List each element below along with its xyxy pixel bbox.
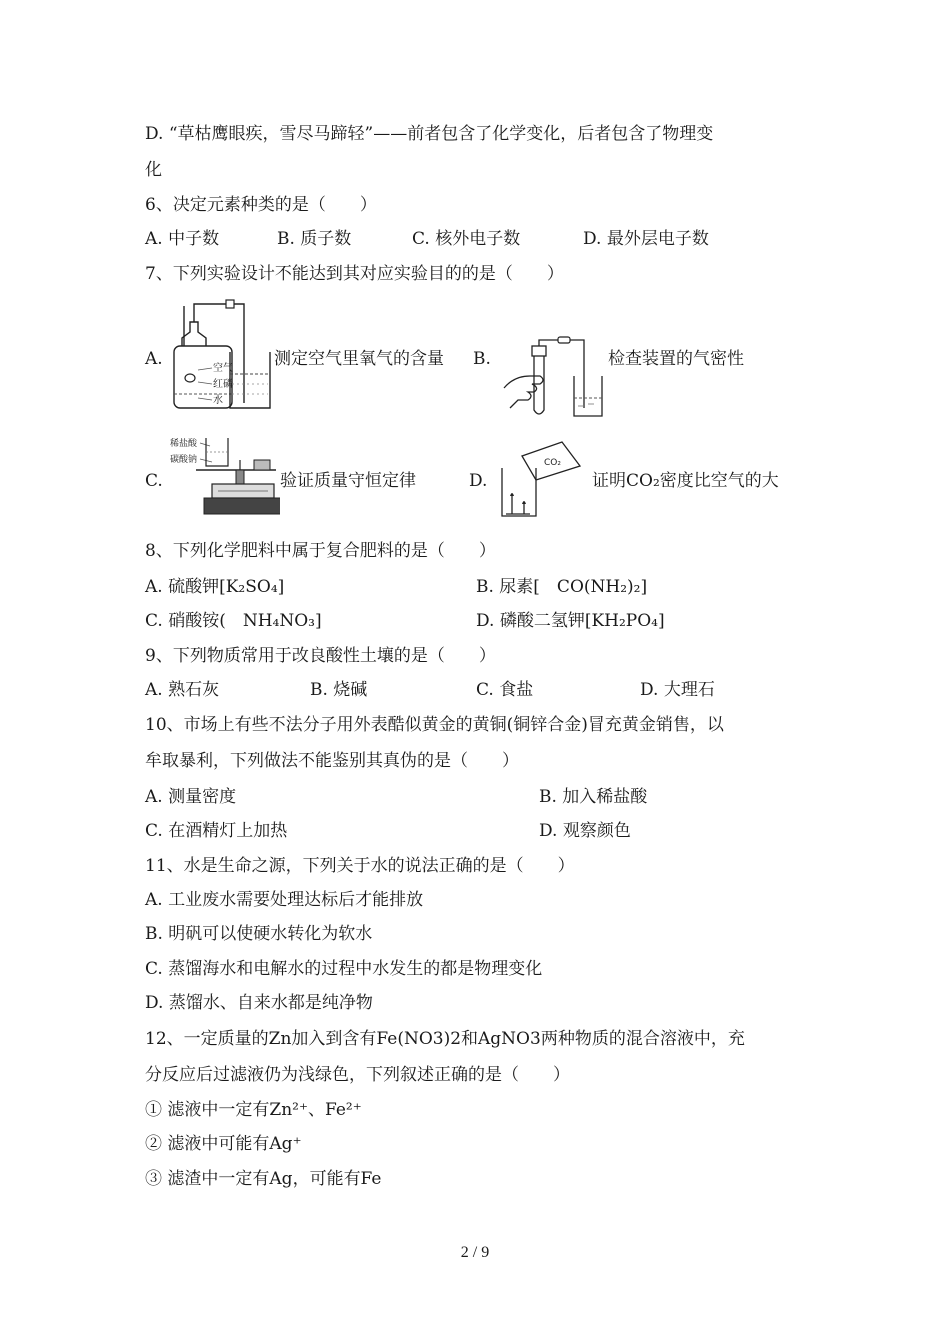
q10-stem-cont: 牟取暴利，下列做法不能鉴别其真伪的是（ ） (145, 751, 519, 771)
q8-option-a: A. 硫酸钾[K₂SO₄] (145, 577, 285, 597)
q7-a-letter: A. (145, 349, 163, 369)
q12-stem-cont: 分反应后过滤液仍为浅绿色，下列叙述正确的是（ ） (145, 1065, 570, 1085)
q9-option-c: C. 食盐 (476, 680, 534, 700)
label-sodium-carbonate: 碳酸钠 (170, 455, 198, 465)
label-red-phosphorus: 红磷 (213, 379, 233, 390)
q12-item-2: ② 滤液中可能有Ag⁺ (145, 1134, 302, 1154)
q7-d-text: 证明CO₂密度比空气的大 (592, 471, 779, 491)
q9-option-a: A. 熟石灰 (145, 680, 220, 700)
q11-option-a: A. 工业废水需要处理达标后才能排放 (145, 890, 424, 910)
q7-d-letter: D. (469, 471, 488, 491)
q10-stem: 10、市场上有些不法分子用外表酷似黄金的黄铜(铜锌合金)冒充黄金销售，以 (145, 715, 724, 735)
fig-airtightness-check (500, 336, 610, 420)
q11-option-b: B. 明矾可以使硬水转化为软水 (145, 924, 373, 944)
label-air: 空气 (213, 363, 233, 374)
label-water: 水 (213, 395, 223, 406)
q7-a-text: 测定空气里氧气的含量 (274, 349, 444, 369)
q9-option-b: B. 烧碱 (310, 680, 368, 700)
q7-c-letter: C. (145, 471, 163, 491)
q6-stem: 6、决定元素种类的是（ ） (145, 195, 377, 215)
q12-stem: 12、一定质量的Zn加入到含有Fe(NO3)2和AgNO3两种物质的混合溶液中，充 (145, 1029, 745, 1049)
q6-option-b: B. 质子数 (277, 229, 352, 249)
q11-stem: 11、水是生命之源，下列关于水的说法正确的是（ ） (145, 856, 575, 876)
q8-stem: 8、下列化学肥料中属于复合肥料的是（ ） (145, 541, 496, 561)
q6-option-c: C. 核外电子数 (412, 229, 521, 249)
q10-option-d: D. 观察颜色 (539, 821, 631, 841)
q10-option-b: B. 加入稀盐酸 (539, 787, 648, 807)
q8-option-b: B. 尿素[ CO(NH₂)₂] (476, 577, 648, 597)
q7-c-text: 验证质量守恒定律 (280, 471, 416, 491)
q12-item-3: ③ 滤渣中一定有Ag，可能有Fe (145, 1169, 382, 1189)
label-co2: CO₂ (544, 458, 561, 468)
q9-stem: 9、下列物质常用于改良酸性土壤的是（ ） (145, 646, 496, 666)
q11-option-d: D. 蒸馏水、自来水都是纯净物 (145, 993, 373, 1013)
q12-item-1: ① 滤液中一定有Zn²⁺、Fe²⁺ (145, 1100, 362, 1120)
q6-option-d: D. 最外层电子数 (583, 229, 709, 249)
page-number: 2 / 9 (460, 1244, 490, 1261)
q9-option-d: D. 大理石 (640, 680, 715, 700)
fig-air-oxygen-apparatus (168, 298, 272, 412)
q11-option-c: C. 蒸馏海水和电解水的过程中水发生的都是物理变化 (145, 959, 543, 979)
fig-co2-density (498, 440, 594, 520)
q6-option-a: A. 中子数 (145, 229, 220, 249)
label-dilute-hcl: 稀盐酸 (170, 439, 198, 449)
q8-option-c: C. 硝酸铵( NH₄NO₃] (145, 611, 322, 631)
fig-mass-conservation-balance (170, 432, 280, 520)
q7-stem: 7、下列实验设计不能达到其对应实验目的的是（ ） (145, 264, 564, 284)
q7-b-letter: B. (473, 349, 491, 369)
q5-option-d-cont: 化 (145, 160, 162, 180)
q8-option-d: D. 磷酸二氢钾[KH₂PO₄] (476, 611, 665, 631)
q10-option-c: C. 在酒精灯上加热 (145, 821, 288, 841)
q5-option-d: D. “草枯鹰眼疾，雪尽马蹄轻”——前者包含了化学变化，后者包含了物理变 (145, 124, 714, 144)
q10-option-a: A. 测量密度 (145, 787, 237, 807)
q7-b-text: 检查装置的气密性 (608, 349, 744, 369)
